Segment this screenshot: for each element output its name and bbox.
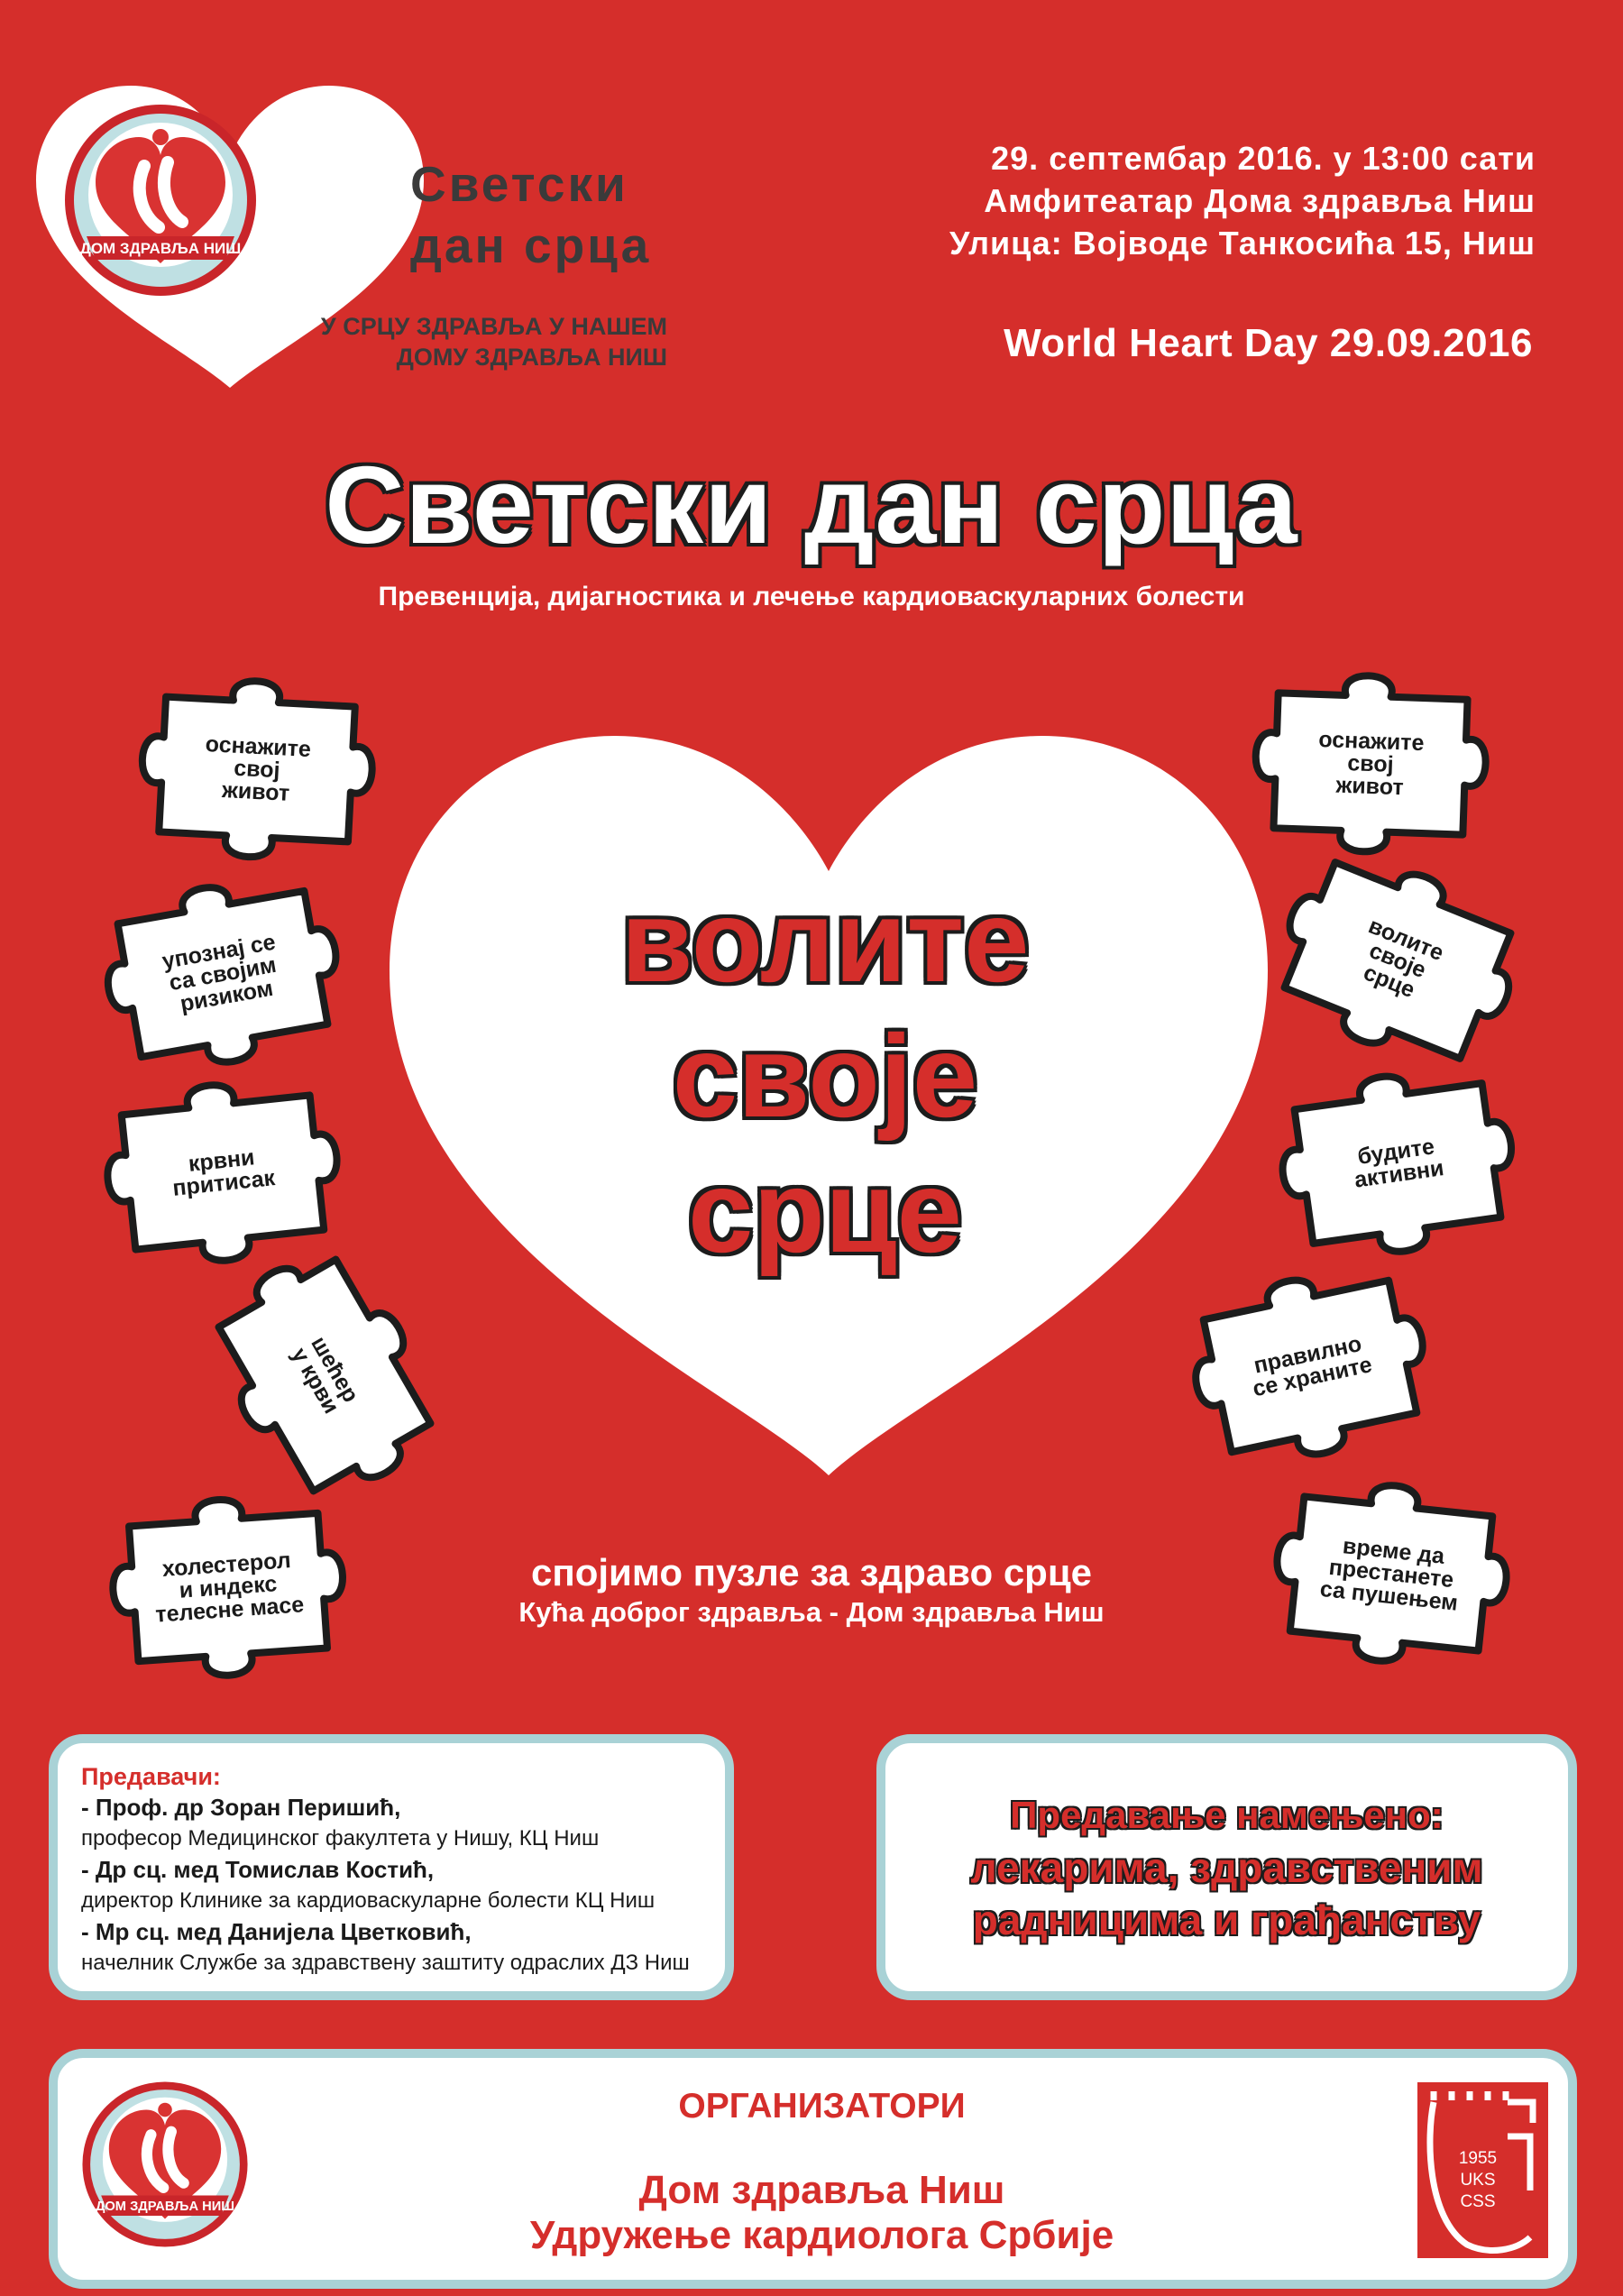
dom-zdravlja-logo-bottom: [79, 2079, 251, 2250]
central-heart-text: [559, 873, 1091, 1279]
lecturer-2-name: - Др сц. мед Томислав Костић,: [81, 1856, 435, 1883]
svg-text:ДОМ ЗДРАВЉА НИШ: ДОМ ЗДРАВЉА НИШ: [95, 2199, 235, 2214]
event-address: Улица: Војводе Танкосића 15, Ниш: [949, 225, 1536, 262]
svg-text:ДОМ ЗДРАВЉА НИШ: ДОМ ЗДРАВЉА НИШ: [79, 240, 242, 257]
puzzle-piece-left-1: [131, 668, 384, 870]
puzzle-piece-right-1: [1245, 665, 1495, 862]
puzzle-text: упознај се са својим ризиком: [160, 929, 279, 1016]
top-heart-title-line2: дан срца: [410, 217, 652, 273]
lecturer-3-role: начелник Службе за здравствену заштиту одраслих ДЗ Ниш: [81, 1950, 690, 1975]
audience-line-3: радницима и грађанству: [972, 1896, 1481, 1943]
puzzle-text: време да престанете са пушењем: [1318, 1532, 1460, 1616]
puzzle-text: шећер у крви: [286, 1332, 364, 1419]
dom-zdravlja-logo: [61, 101, 260, 299]
puzzle-text: оснажите свој живот: [205, 730, 312, 806]
organizers-box: [49, 2049, 1577, 2289]
tagline-main: спојимо пузле за здраво срце: [530, 1551, 1093, 1593]
puzzle-piece-right-3: [1264, 1052, 1532, 1274]
audience-title: Предавање намењено:: [1010, 1793, 1444, 1836]
tagline-sub: Кућа доброг здравља - Дом здравља Ниш: [518, 1596, 1105, 1628]
lecturers-title: Предавачи:: [81, 1763, 221, 1790]
central-heart-line2: своје: [672, 1010, 978, 1142]
top-heart-title: [410, 153, 681, 276]
organizer-1: Дом здравља Ниш: [638, 2168, 1005, 2212]
puzzle-text: оснажите свој живот: [1317, 726, 1425, 800]
lecturer-1-name: - Проф. др Зоран Перишић,: [81, 1794, 401, 1821]
puzzle-text: крвни притисак: [171, 1144, 277, 1201]
svg-text:UKS: UKS: [1460, 2171, 1496, 2190]
event-date: 29. септембар 2016. у 13:00 сати: [991, 140, 1536, 177]
puzzle-text: холестерол и индекс телесне масе: [154, 1547, 305, 1628]
svg-text:CSS: CSS: [1460, 2192, 1496, 2211]
organizer-2: Удружење кардиолога Србије: [529, 2213, 1114, 2257]
puzzle-text: волите своје срце: [1360, 913, 1448, 1003]
central-heart-line1: волите: [620, 875, 1030, 1006]
event-info: [796, 137, 1536, 264]
main-subtitle: Превенција, дијагностика и лечење кардиоваскуларних болести: [378, 582, 1245, 611]
organizers-title: ОРГАНИЗАТОРИ: [678, 2087, 966, 2126]
puzzle-text: будите активни: [1352, 1134, 1446, 1193]
lecturer-3-name: - Мр сц. мед Данијела Цветковић,: [81, 1918, 472, 1945]
top-heart-slogan-line1: У СРЦУ ЗДРАВЉА У НАШЕМ: [320, 313, 667, 340]
puzzle-piece-left-2: [87, 859, 359, 1088]
event-english-title: World Heart Day 29.09.2016: [1004, 321, 1533, 365]
lecturers-box: [49, 1734, 734, 2000]
top-heart-slogan-line2: ДОМУ ЗДРАВЉА НИШ: [396, 344, 667, 371]
lecturer-2-role: директор Клинике за кардиоваскуларне болести КЦ Ниш: [81, 1887, 656, 1913]
top-heart-title-line1: Светски: [410, 156, 628, 212]
top-heart-slogan: [307, 311, 667, 372]
svg-text:1955: 1955: [1458, 2149, 1498, 2168]
audience-line-2: лекарима, здравственим: [970, 1843, 1483, 1891]
lecturer-1-role: професор Медицинског факултета у Нишу, КЦ Ниш: [81, 1825, 600, 1851]
uks-logo: [1417, 2082, 1548, 2258]
main-title: Светски дан срца: [325, 444, 1298, 566]
puzzle-text: правилно се храните: [1250, 1330, 1375, 1402]
audience-box: [876, 1734, 1577, 2000]
central-heart-line3: срце: [688, 1145, 962, 1277]
event-venue: Амфитеатар Дома здравља Ниш: [984, 182, 1536, 219]
